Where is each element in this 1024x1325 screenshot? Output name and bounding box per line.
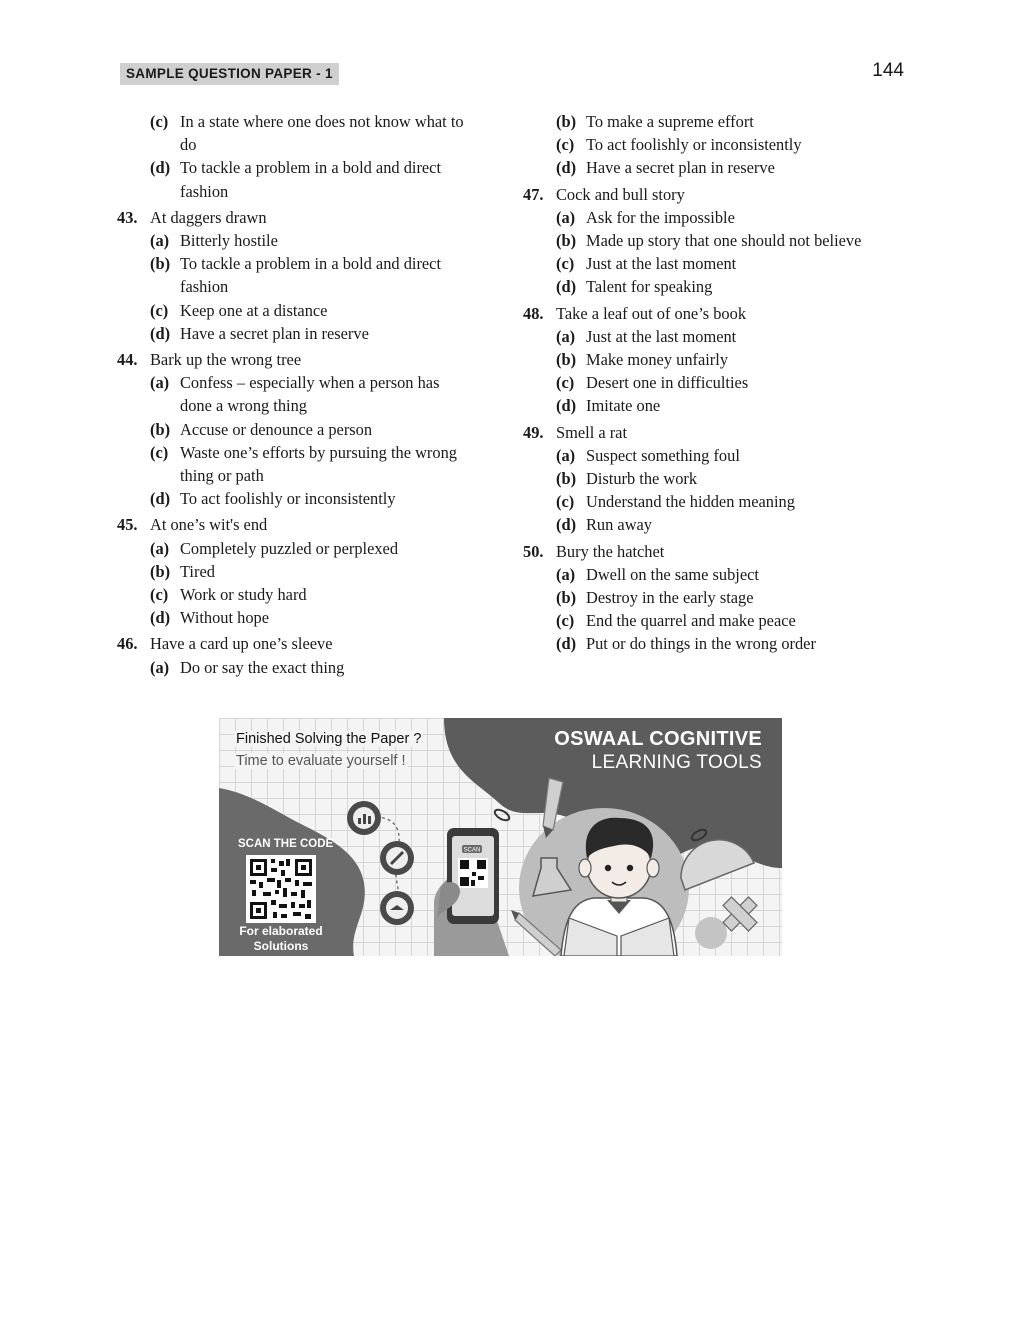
phone-in-hand-icon [434,828,509,956]
option-item [523,206,903,229]
svg-text:SCAN: SCAN [463,847,481,854]
option-text: Just at the last moment [586,254,737,274]
option-text: To act foolishly or inconsistently [180,489,396,509]
option-text: thing or path [180,466,264,486]
option-text: End the quarrel and make peace [586,611,796,631]
option-item [523,275,903,298]
question-number: 43. [117,207,138,227]
banner-subline: Time to evaluate yourself ! [236,753,406,769]
question-stem [523,183,903,206]
question-stem [523,540,903,563]
option-text: Make money unfairly [586,350,729,370]
option-label: (b) [556,588,577,608]
option-item [523,371,903,394]
option-text: Without hope [180,608,270,628]
pencil-badge-icon [380,841,414,875]
option-text: Have a secret plan in reserve [586,158,775,178]
option-item [523,563,903,586]
option-text: Work or study hard [180,585,307,605]
question-number: 48. [523,303,544,323]
option-item [117,583,497,606]
option-text: Confess – especially when a person has [180,373,440,393]
option-item [523,252,903,275]
option-continuation [117,133,497,156]
question-block [523,302,903,418]
option-text: Disturb the work [586,469,698,489]
scan-code-label: SCAN THE CODE [238,838,334,850]
option-item [117,487,497,510]
scan-footer-line: Solutions [253,939,309,953]
question-stem [117,206,497,229]
option-label: (b) [150,561,171,581]
option-text: Put or do things in the wrong order [586,634,816,654]
question-number: 50. [523,541,544,561]
option-text: Accuse or denounce a person [180,419,373,439]
option-label: (a) [556,445,576,465]
question-text: Cock and bull story [556,184,685,204]
option-label: (b) [556,350,577,370]
option-item [523,632,903,655]
option-text: Understand the hidden meaning [586,492,795,512]
option-item [523,156,903,179]
option-item [117,322,497,345]
option-label: (d) [556,515,577,535]
option-item [523,586,903,609]
question-block [523,183,903,299]
option-item [523,133,903,156]
option-label: (b) [150,419,171,439]
option-text: Just at the last moment [586,326,737,346]
cross-shape-icon [723,897,757,931]
option-label: (a) [556,564,576,584]
question-number: 45. [117,515,138,535]
question-number: 44. [117,350,138,370]
option-text: Dwell on the same subject [586,564,759,584]
option-text: Talent for speaking [586,277,713,297]
question-text: Bark up the wrong tree [150,350,302,370]
option-label-spacer [150,464,180,487]
option-item [117,252,497,275]
option-item [523,348,903,371]
paper-title-tag: SAMPLE QUESTION PAPER - 1 [120,63,339,85]
option-text: Bitterly hostile [180,231,278,251]
question-block [117,632,497,678]
option-text: fashion [180,181,229,201]
option-text: done a wrong thing [180,396,308,416]
option-item [523,229,903,252]
option-item [523,513,903,536]
option-label: (a) [150,657,170,677]
option-text: In a state where one does not know what to [180,112,464,131]
question-text: At daggers drawn [150,207,267,227]
option-item [117,418,497,441]
option-text: Waste one’s efforts by pursuing the wrong [180,442,457,462]
qr-code-icon [246,855,316,923]
option-label-spacer [150,394,180,417]
option-text: Run away [586,515,653,535]
question-stem [117,513,497,536]
left-column [117,110,497,682]
brand-title: OSWAAL COGNITIVE [554,728,762,750]
option-label: (b) [556,469,577,489]
question-stem [523,302,903,325]
question-stem [523,421,903,444]
question-stem [117,348,497,371]
oswaal-promo-banner [219,718,782,956]
option-item [523,490,903,513]
question-number: 47. [523,184,544,204]
option-text: Keep one at a distance [180,300,328,320]
option-label-spacer [150,133,180,156]
option-label: (d) [556,396,577,416]
option-text: Ask for the impossible [586,207,735,227]
question-block [117,110,497,203]
option-text: do [180,135,197,155]
option-label: (c) [556,373,575,393]
option-item [117,560,497,583]
option-label: (c) [150,442,169,462]
option-text: Completely puzzled or perplexed [180,538,399,558]
question-text: Bury the hatchet [556,541,665,561]
option-item [523,467,903,490]
option-label: (b) [556,231,577,251]
option-label: (a) [150,231,170,251]
question-block [117,206,497,345]
option-item [117,441,497,464]
question-block [117,513,497,629]
question-block [523,421,903,537]
option-label: (c) [150,112,169,131]
option-label: (b) [150,254,171,274]
page-number: 144 [872,60,904,81]
chart-icon [347,801,381,835]
right-column [523,110,903,659]
option-label: (c) [556,611,575,631]
option-item [523,325,903,348]
question-block [523,110,903,180]
option-text: To tackle a problem in a bold and direct [180,254,442,274]
option-item [117,229,497,252]
option-item [117,656,497,679]
option-item [117,299,497,322]
option-continuation [117,180,497,203]
question-number: 46. [117,634,138,654]
option-label: (c) [556,135,575,155]
option-label: (d) [556,277,577,297]
option-text: Tired [180,561,215,581]
option-label: (a) [150,538,170,558]
option-text: To act foolishly or inconsistently [586,135,802,155]
option-label: (a) [556,207,576,227]
option-item [117,156,497,179]
question-text: Take a leaf out of one’s book [556,303,747,323]
option-text: Imitate one [586,396,661,416]
option-item [117,606,497,629]
paperclip-icon [493,808,511,823]
option-text: To tackle a problem in a bold and direct [180,158,442,178]
question-text: Smell a rat [556,422,628,442]
option-label-spacer [150,275,180,298]
question-block [523,540,903,656]
option-text: Desert one in difficulties [586,373,749,393]
option-continuation [117,275,497,298]
question-number: 49. [523,422,544,442]
hat-badge-icon [380,891,414,925]
option-text: Do or say the exact thing [180,657,345,677]
option-label: (d) [150,158,171,178]
option-continuation [117,464,497,487]
option-text: Suspect something foul [586,445,740,465]
option-label: (c) [556,254,575,274]
option-label: (d) [150,323,171,343]
banner-headline: Finished Solving the Paper ? [236,731,422,747]
option-item [117,537,497,560]
option-text: Have a secret plan in reserve [180,323,369,343]
option-label: (a) [556,326,576,346]
option-continuation [117,394,497,417]
option-label: (b) [556,112,577,131]
option-label: (c) [150,300,169,320]
option-item [117,110,497,133]
option-item [523,110,903,133]
option-text: To make a supreme effort [586,112,754,131]
option-label: (c) [556,492,575,512]
option-text: Made up story that one should not believe [586,231,862,251]
option-label: (d) [556,634,577,654]
option-label: (a) [150,373,170,393]
scan-footer-line: For elaborated [239,924,323,938]
option-item [523,394,903,417]
option-text: fashion [180,277,229,297]
option-item [117,371,497,394]
option-label: (d) [150,489,171,509]
option-label: (c) [150,585,169,605]
option-item [523,609,903,632]
question-text: At one’s wit's end [150,515,268,535]
question-stem [117,632,497,655]
question-text: Have a card up one’s sleeve [150,634,333,654]
option-label: (d) [556,158,577,178]
option-text: Destroy in the early stage [586,588,754,608]
option-label-spacer [150,180,180,203]
question-block [117,348,497,510]
scan-footer-label [227,924,335,954]
option-item [523,444,903,467]
option-label: (d) [150,608,171,628]
brand-subtitle: LEARNING TOOLS [591,752,762,773]
